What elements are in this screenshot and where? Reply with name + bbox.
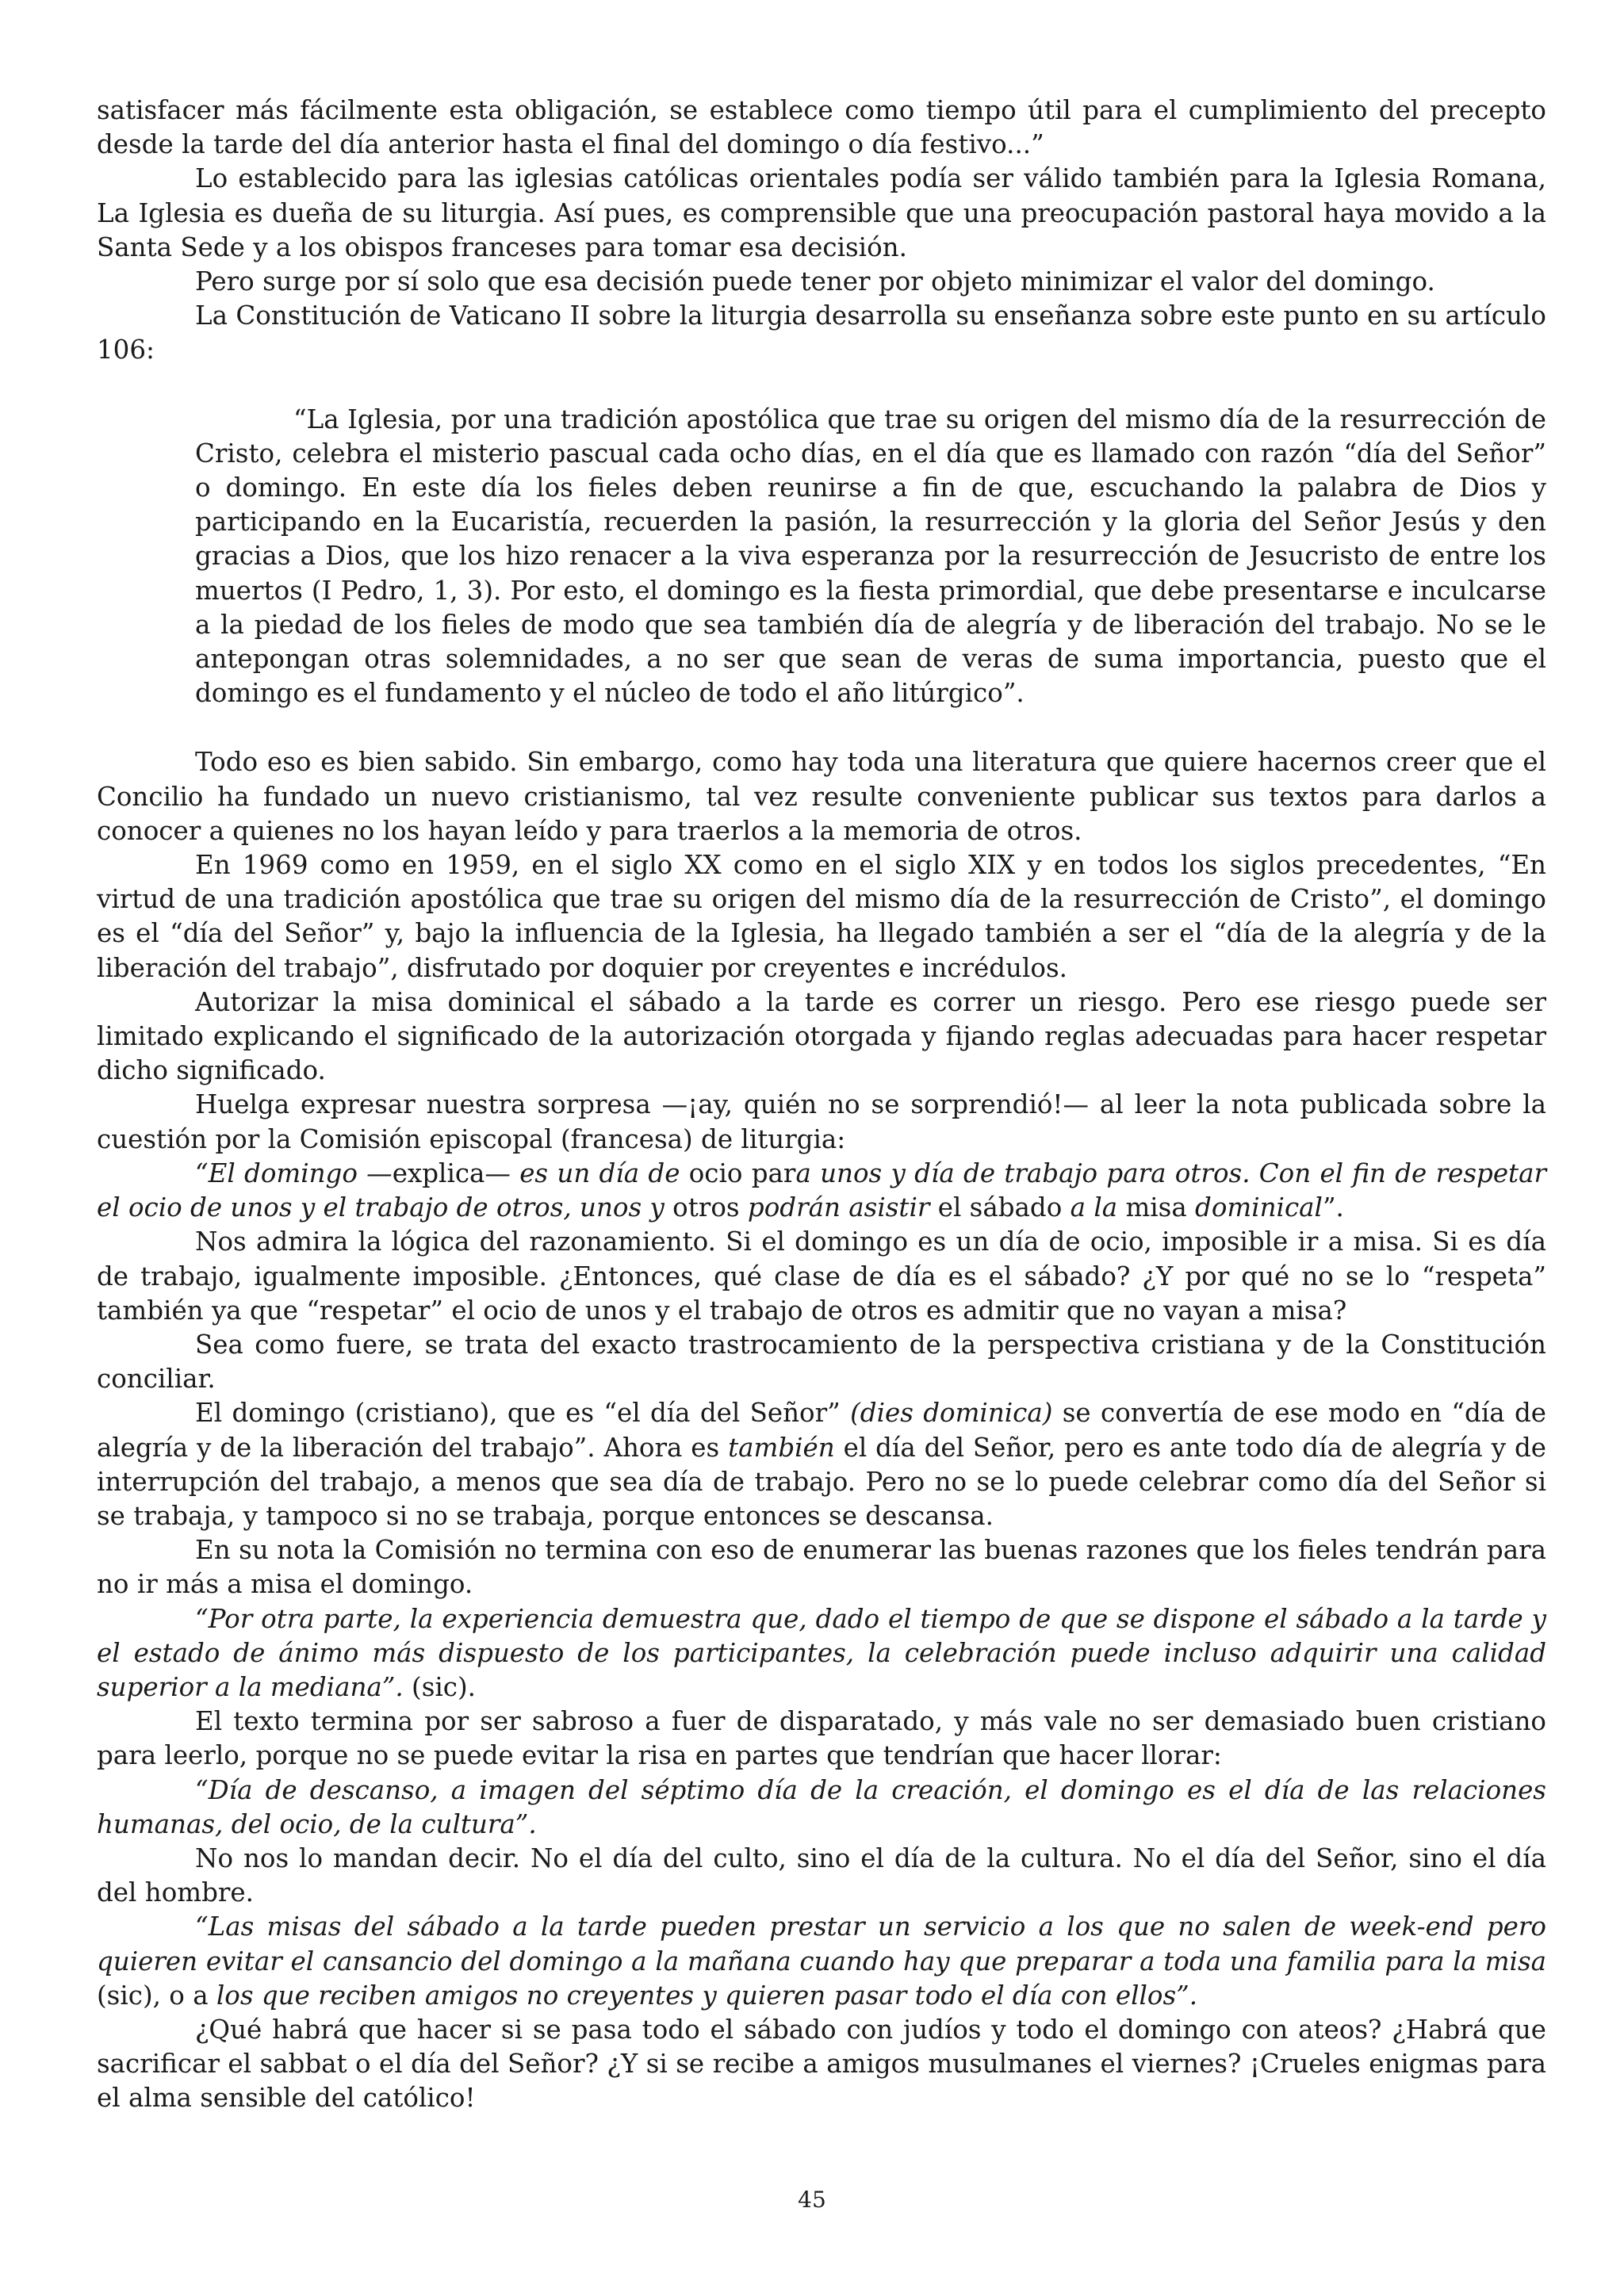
paragraph: El domingo (cristiano), que es “el día del Señor” (dies dominica) se convertía de ese modo en “día de alegría y de la liberación del trabajo”. Ahora es también el día del Señor, pero es ante todo día de alegría y de interrupción del trabajo, a menos que sea día de trabajo. Pero no se lo puede celebrar como día del Señor si se trabaja, y tampoco si no se trabaja, porque entonces se descansa. bbox=[97, 1398, 1546, 1531]
document-page bbox=[97, 94, 1546, 2116]
block-quote: “La Iglesia, por una tradición apostólica que trae su origen del mismo día de la resurrección de Cristo, celebra el misterio pascual cada ocho días, en el día que es llamado con razón “día del Señor” o domingo. En este día los fieles deben reunirse a fin de que, escuchando la palabra de Dios y participando en la Eucaristía, recuerden la pasión, la resurrección y la gloria del Señor Jesús y den gracias a Dios, que los hizo renacer a la viva esperanza por la resurrección de Jesucristo de entre los muertos (I Pedro, 1, 3). Por esto, el domingo es la fiesta primordial, que debe presentarse e inculcarse a la piedad de los fieles de modo que sea también día de alegría y de liberación del trabajo. No se le antepongan otras solemnidades, a no ser que sean de veras de suma importancia, puesto que el domingo es el fundamento y el núcleo de todo el año litúrgico”. bbox=[195, 404, 1546, 709]
paragraph: No nos lo mandan decir. No el día del culto, sino el día de la cultura. No el día del Señor, sino el día del hombre. bbox=[97, 1843, 1546, 1908]
paragraph: Pero surge por sí solo que esa decisión puede tener por objeto minimizar el valor del domingo. bbox=[195, 266, 1435, 297]
paragraph: satisfacer más fácilmente esta obligación, se establece como tiempo útil para el cumplimiento del precepto desde la tarde del día anterior hasta el final del domingo o día festivo...” bbox=[97, 95, 1546, 160]
paragraph: Sea como fuere, se trata del exacto trastrocamiento de la perspectiva cristiana y de la Constitución conciliar. bbox=[97, 1329, 1546, 1395]
paragraph: Nos admira la lógica del razonamiento. Si el domingo es un día de ocio, imposible ir a misa. Si es día de trabajo, igualmente imposible. ¿Entonces, qué clase de día es el sábado? ¿Y por qué no se lo “respeta” también ya que “respetar” el ocio de unos y el trabajo de otros es admitir que no vayan a misa? bbox=[97, 1226, 1546, 1326]
paragraph: ¿Qué habrá que hacer si se pasa todo el sábado con judíos y todo el domingo con ateos? ¿Habrá que sacrificar el sabbat o el día del Señor? ¿Y si se recibe a amigos musulmanes el viernes? ¡Crueles enigmas para el alma sensible del católico! bbox=[97, 2014, 1546, 2114]
quoted-note: “El domingo —explica— es un día de ocio para unos y día de trabajo para otros. Con el fin de respetar el ocio de unos y el trabajo de otros, unos y otros podrán asistir el sábado a la misa dominical”. bbox=[97, 1158, 1547, 1223]
quoted-note: “Día de descanso, a imagen del séptimo día de la creación, el domingo es el día de las relaciones humanas, del ocio, de la cultura”. bbox=[97, 1774, 1546, 1839]
paragraph: Huelga expresar nuestra sorpresa —¡ay, quién no se sorprendió!— al leer la nota publicada sobre la cuestión por la Comisión episcopal (francesa) de liturgia: bbox=[97, 1089, 1546, 1154]
paragraph: Autorizar la misa dominical el sábado a la tarde es correr un riesgo. Pero ese riesgo puede ser limitado explicando el significado de la autorización otorgada y fijando reglas adecuadas para hacer respetar dicho significado. bbox=[97, 986, 1546, 1086]
paragraph: Todo eso es bien sabido. Sin embargo, como hay toda una literatura que quiere hacernos creer que el Concilio ha fundado un nuevo cristianismo, tal vez resulte conveniente publicar sus textos para darlos a conocer a quienes no los hayan leído y para traerlos a la memoria de otros. bbox=[97, 747, 1546, 846]
quoted-note: “Las misas del sábado a la tarde pueden prestar un servicio a los que no salen de week-end pero quieren evitar el cansancio del domingo a la mañana cuando hay que preparar a toda una familia para la misa (sic), o a los que reciben amigos no creyentes y quieren pasar todo el día con ellos”. bbox=[97, 1911, 1546, 2011]
paragraph: La Constitución de Vaticano II sobre la liturgia desarrolla su enseñanza sobre este punto en su artículo 106: bbox=[97, 300, 1546, 365]
page-number: 45 bbox=[798, 2187, 826, 2213]
paragraph: El texto termina por ser sabroso a fuer de disparatado, y más vale no ser demasiado buen cristiano para leerlo, porque no se puede evitar la risa en partes que tendrían que hacer llorar: bbox=[97, 1706, 1546, 1771]
quoted-note: “Por otra parte, la experiencia demuestra que, dado el tiempo de que se dispone el sábado a la tarde y el estado de ánimo más dispuesto de los participantes, la celebración puede incluso adquirir una calidad superior a la mediana”. (sic). bbox=[97, 1603, 1546, 1702]
paragraph: En 1969 como en 1959, en el siglo XX como en el siglo XIX y en todos los siglos precedentes, “En virtud de una tradición apostólica que trae su origen del mismo día de la resurrección de Cristo”, el domingo es el “día del Señor” y, bajo la influencia de la Iglesia, ha llegado también a ser el “día de la alegría y de la liberación del trabajo”, disfrutado por doquier por creyentes e incrédulos. bbox=[97, 850, 1546, 983]
paragraph: En su nota la Comisión no termina con eso de enumerar las buenas razones que los fieles tendrán para no ir más a misa el domingo. bbox=[97, 1535, 1546, 1600]
paragraph: Lo establecido para las iglesias católicas orientales podía ser válido también para la Iglesia Romana, La Iglesia es dueña de su liturgia. Así pues, es comprensible que una preocupación pastoral haya movido a la Santa Sede y a los obispos franceses para tomar esa decisión. bbox=[97, 163, 1546, 262]
